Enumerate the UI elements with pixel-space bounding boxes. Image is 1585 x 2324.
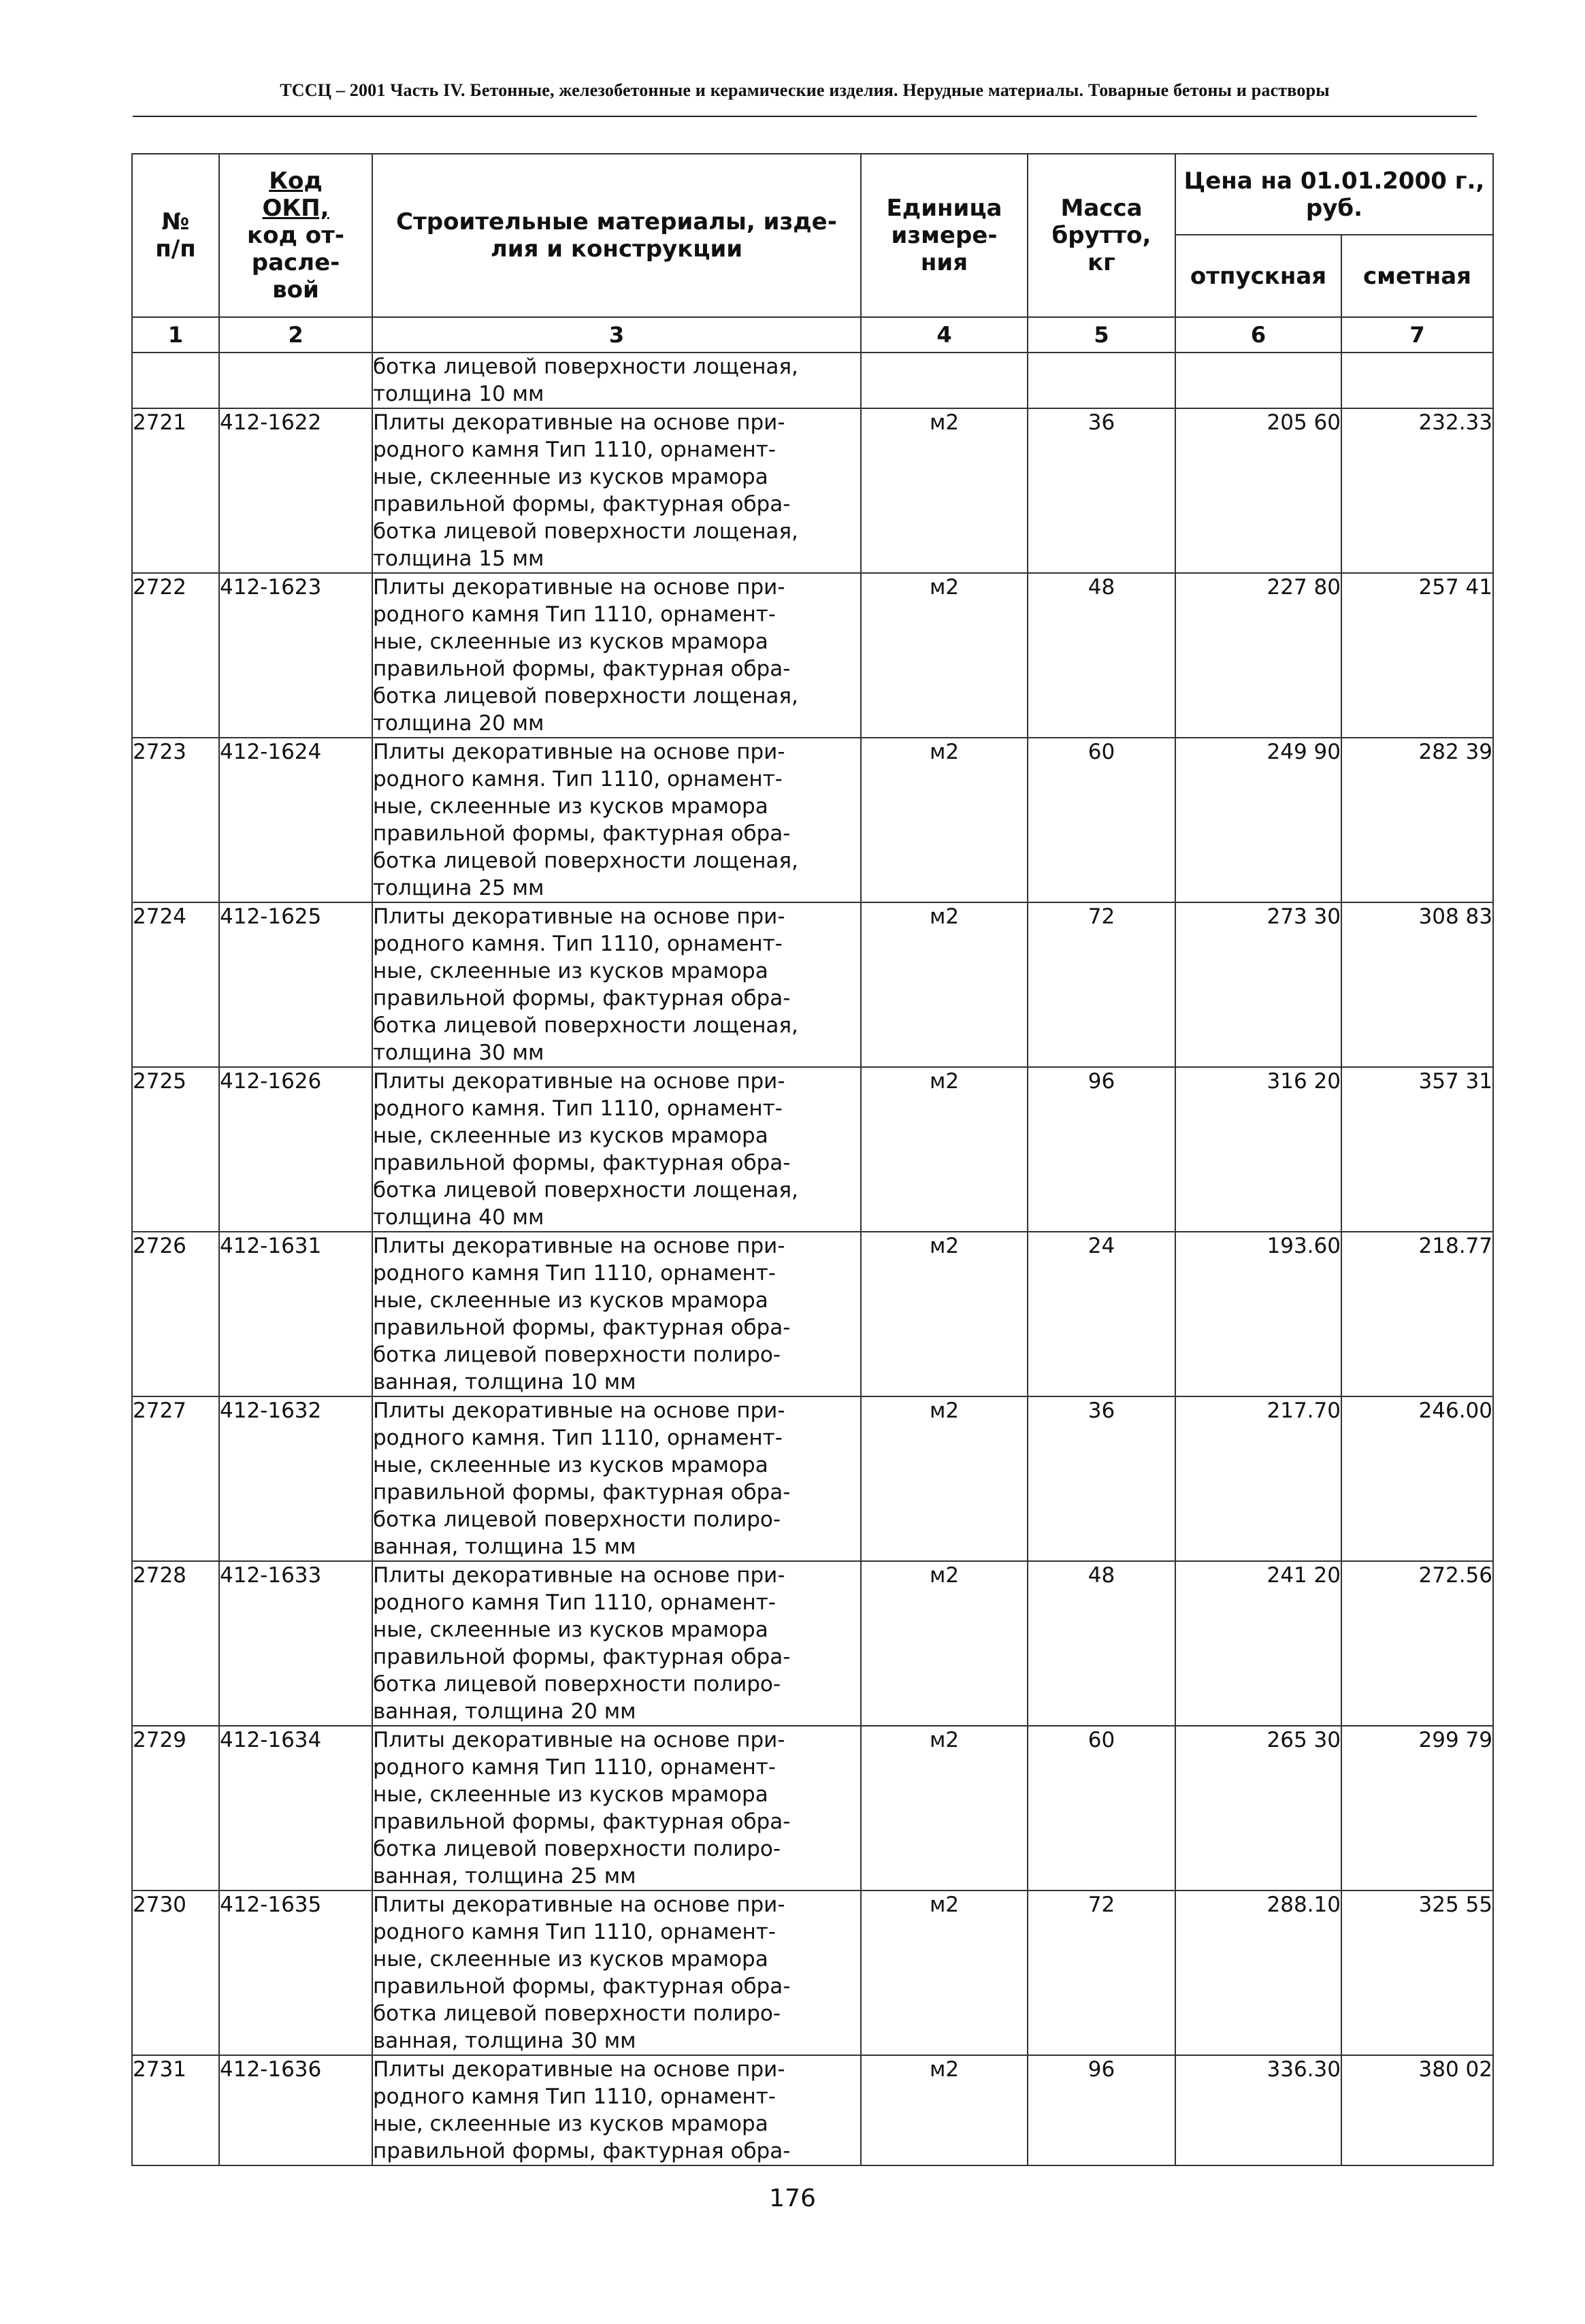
row-estimate-price-cell: 257 41 xyxy=(1341,573,1493,738)
desc-line: родного камня. Тип 1110, орнамент- xyxy=(373,932,783,956)
price-table xyxy=(131,153,1494,2166)
desc-line: Плиты декоративные на основе при- xyxy=(373,904,785,929)
desc-line: родного камня Тип 1110, орнамент- xyxy=(373,2084,776,2109)
desc-line: Плиты декоративные на основе при- xyxy=(373,1234,785,1258)
table-row xyxy=(132,738,1493,902)
row-estimate-price-cell: 299 79 xyxy=(1341,1726,1493,1891)
row-unit-cell: м2 xyxy=(861,2055,1028,2165)
desc-line: правильной формы, фактурная обра- xyxy=(373,2139,791,2163)
row-unit-cell: м2 xyxy=(861,1396,1028,1561)
table-header xyxy=(132,154,1493,353)
desc-line: ботка лицевой поверхности лощеная, xyxy=(373,684,798,708)
desc-line: толщина 40 мм xyxy=(373,1205,544,1230)
desc-line: родного камня. Тип 1110, орнамент- xyxy=(373,1096,783,1121)
desc-line: ванная, толщина 30 мм xyxy=(373,2029,636,2053)
row-desc-cell xyxy=(372,1561,861,1726)
row-mass-cell: 48 xyxy=(1028,1561,1175,1726)
header-code-line: расле- xyxy=(251,249,340,276)
header-unit-line: Единица xyxy=(886,195,1002,222)
row-unit-cell: м2 xyxy=(861,902,1028,1067)
row-estimate-price-cell: 218.77 xyxy=(1341,1232,1493,1396)
desc-line: Плиты декоративные на основе при- xyxy=(373,575,785,600)
desc-line: Плиты декоративные на основе при- xyxy=(373,1893,785,1917)
column-number: 2 xyxy=(219,317,372,353)
header-code-line: вой xyxy=(272,276,319,304)
desc-line: ные, склеенные из кусков мрамора xyxy=(373,1618,768,1642)
desc-line: ные, склеенные из кусков мрамора xyxy=(373,465,768,489)
row-code-cell: 412-1623 xyxy=(219,573,372,738)
desc-line: ные, склеенные из кусков мрамора xyxy=(373,2112,768,2136)
row-unit-cell: м2 xyxy=(861,738,1028,902)
header-rule xyxy=(133,116,1477,117)
header-num xyxy=(132,154,219,317)
row-num-cell: 2731 xyxy=(132,2055,219,2165)
row-release-price-cell: 205 60 xyxy=(1175,408,1341,573)
desc-line: родного камня Тип 1110, орнамент- xyxy=(373,1755,776,1780)
header-num-line: п/п xyxy=(155,235,196,263)
desc-line: ные, склеенные из кусков мрамора xyxy=(373,794,768,819)
row-estimate-price-cell: 380 02 xyxy=(1341,2055,1493,2165)
desc-line: правильной формы, фактурная обра- xyxy=(373,1315,791,1340)
desc-line: толщина 25 мм xyxy=(373,876,544,900)
row-estimate-price-cell: 357 31 xyxy=(1341,1067,1493,1232)
header-materials-line: лия и конструкции xyxy=(490,235,743,263)
header-code-line: Код xyxy=(269,167,323,195)
continuation-desc-cell xyxy=(372,353,861,408)
row-unit-cell: м2 xyxy=(861,1232,1028,1396)
row-desc-cell xyxy=(372,2055,861,2165)
desc-line: правильной формы, фактурная обра- xyxy=(373,1974,791,1999)
row-num-cell: 2721 xyxy=(132,408,219,573)
desc-line: родного камня. Тип 1110, орнамент- xyxy=(373,1426,783,1450)
row-desc-cell xyxy=(372,902,861,1067)
row-code-cell: 412-1632 xyxy=(219,1396,372,1561)
header-unit-line: измере- xyxy=(891,222,998,249)
header-num-line: № xyxy=(161,208,190,235)
table-row xyxy=(132,1726,1493,1891)
desc-line: ботка лицевой поверхности полиро- xyxy=(373,1837,781,1861)
row-release-price-cell: 217.70 xyxy=(1175,1396,1341,1561)
header-mass xyxy=(1028,154,1175,317)
row-mass-cell: 72 xyxy=(1028,902,1175,1067)
desc-line: правильной формы, фактурная обра- xyxy=(373,1645,791,1669)
desc-line: ботка лицевой поверхности лощеная, xyxy=(373,355,798,379)
header-mass-line: кг xyxy=(1088,249,1115,276)
desc-line: ботка лицевой поверхности лощеная, xyxy=(373,1178,798,1202)
column-number: 3 xyxy=(372,317,861,353)
desc-line: Плиты декоративные на основе при- xyxy=(373,1069,785,1094)
desc-line: ботка лицевой поверхности лощеная, xyxy=(373,1013,798,1038)
desc-line: ботка лицевой поверхности полиро- xyxy=(373,2001,781,2026)
row-code-cell: 412-1622 xyxy=(219,408,372,573)
desc-line: родного камня Тип 1110, орнамент- xyxy=(373,602,776,627)
row-desc-cell xyxy=(372,573,861,738)
desc-line: Плиты декоративные на основе при- xyxy=(373,2057,785,2082)
desc-line: правильной формы, фактурная обра- xyxy=(373,657,791,681)
running-head: ТССЦ – 2001 Часть IV. Бетонные, железобетонные и керамические изделия. Нерудные материалы. Товарные бетоны и растворы xyxy=(280,80,1330,100)
row-release-price-cell: 273 30 xyxy=(1175,902,1341,1067)
header-unit xyxy=(861,154,1028,317)
header-price-line: руб. xyxy=(1305,194,1363,222)
table-row xyxy=(132,1067,1493,1232)
desc-line: родного камня Тип 1110, орнамент- xyxy=(373,1920,776,1944)
row-mass-cell: 36 xyxy=(1028,1396,1175,1561)
row-release-price-cell: 336.30 xyxy=(1175,2055,1341,2165)
row-unit-cell: м2 xyxy=(861,573,1028,738)
row-release-price-cell: 265 30 xyxy=(1175,1726,1341,1891)
desc-line: ные, склеенные из кусков мрамора xyxy=(373,1947,768,1971)
row-desc-cell xyxy=(372,1891,861,2055)
row-estimate-price-cell: 232.33 xyxy=(1341,408,1493,573)
row-estimate-price-cell: 282 39 xyxy=(1341,738,1493,902)
table-row xyxy=(132,1561,1493,1726)
row-unit-cell: м2 xyxy=(861,1891,1028,2055)
desc-line: Плиты декоративные на основе при- xyxy=(373,410,785,435)
row-mass-cell: 96 xyxy=(1028,1067,1175,1232)
desc-line: ботка лицевой поверхности лощеная, xyxy=(373,849,798,873)
table-row xyxy=(132,408,1493,573)
row-num-cell: 2730 xyxy=(132,1891,219,2055)
row-mass-cell: 60 xyxy=(1028,1726,1175,1891)
row-code-cell: 412-1634 xyxy=(219,1726,372,1891)
row-release-price-cell: 227 80 xyxy=(1175,573,1341,738)
table-row xyxy=(132,1396,1493,1561)
table-row xyxy=(132,2055,1493,2165)
row-desc-cell xyxy=(372,1232,861,1396)
column-number: 1 xyxy=(132,317,219,353)
row-release-price-cell: 288.10 xyxy=(1175,1891,1341,2055)
header-mass-line: брутто, xyxy=(1051,222,1151,249)
continuation-num-cell xyxy=(132,353,219,408)
row-mass-cell: 48 xyxy=(1028,573,1175,738)
row-num-cell: 2727 xyxy=(132,1396,219,1561)
desc-line: правильной формы, фактурная обра- xyxy=(373,1151,791,1175)
table-row xyxy=(132,573,1493,738)
desc-line: ванная, толщина 25 мм xyxy=(373,1864,636,1888)
row-unit-cell: м2 xyxy=(861,1726,1028,1891)
row-code-cell: 412-1625 xyxy=(219,902,372,1067)
desc-line: родного камня Тип 1110, орнамент- xyxy=(373,438,776,462)
desc-line: ботка лицевой поверхности лощеная, xyxy=(373,519,798,544)
column-number: 7 xyxy=(1341,317,1493,353)
desc-line: родного камня Тип 1110, орнамент- xyxy=(373,1590,776,1615)
continuation-code-cell xyxy=(219,353,372,408)
desc-line: родного камня Тип 1110, орнамент- xyxy=(373,1261,776,1286)
desc-line: правильной формы, фактурная обра- xyxy=(373,821,791,846)
header-price xyxy=(1175,154,1493,235)
desc-line: правильной формы, фактурная обра- xyxy=(373,986,791,1011)
header-code-line: ОКП, xyxy=(262,195,329,222)
desc-line: родного камня. Тип 1110, орнамент- xyxy=(373,767,783,791)
table-row xyxy=(132,902,1493,1067)
row-code-cell: 412-1635 xyxy=(219,1891,372,2055)
row-code-cell: 412-1626 xyxy=(219,1067,372,1232)
column-number: 6 xyxy=(1175,317,1341,353)
desc-line: толщина 30 мм xyxy=(373,1041,544,1065)
desc-line: ные, склеенные из кусков мрамора xyxy=(373,1288,768,1313)
row-unit-cell: м2 xyxy=(861,1561,1028,1726)
row-estimate-price-cell: 272.56 xyxy=(1341,1561,1493,1726)
desc-line: ботка лицевой поверхности полиро- xyxy=(373,1343,781,1367)
desc-line: ные, склеенные из кусков мрамора xyxy=(373,959,768,983)
row-num-cell: 2728 xyxy=(132,1561,219,1726)
desc-line: правильной формы, фактурная обра- xyxy=(373,492,791,517)
desc-line: ванная, толщина 20 мм xyxy=(373,1699,636,1724)
table-body xyxy=(132,353,1493,2165)
row-desc-cell xyxy=(372,1067,861,1232)
desc-line: правильной формы, фактурная обра- xyxy=(373,1480,791,1505)
header-price-release: отпускная xyxy=(1175,235,1341,317)
header-unit-line: ния xyxy=(920,249,968,276)
desc-line: ные, склеенные из кусков мрамора xyxy=(373,629,768,654)
column-number: 4 xyxy=(861,317,1028,353)
table-row xyxy=(132,1232,1493,1396)
desc-line: ботка лицевой поверхности полиро- xyxy=(373,1672,781,1697)
row-unit-cell: м2 xyxy=(861,1067,1028,1232)
header-mass-line: Масса xyxy=(1060,195,1143,222)
row-estimate-price-cell: 246.00 xyxy=(1341,1396,1493,1561)
header-materials-line: Строительные материалы, изде- xyxy=(396,208,837,235)
desc-line: ботка лицевой поверхности полиро- xyxy=(373,1507,781,1532)
desc-line: ванная, толщина 15 мм xyxy=(373,1535,636,1559)
row-release-price-cell: 249 90 xyxy=(1175,738,1341,902)
desc-line: правильной формы, фактурная обра- xyxy=(373,1810,791,1834)
row-release-price-cell: 193.60 xyxy=(1175,1232,1341,1396)
row-desc-cell xyxy=(372,738,861,902)
row-desc-cell xyxy=(372,1726,861,1891)
desc-line: толщина 10 мм xyxy=(373,382,544,406)
header-materials xyxy=(372,154,861,317)
header-price-line: Цена на 01.01.2000 г., xyxy=(1183,167,1485,195)
row-unit-cell: м2 xyxy=(861,408,1028,573)
row-desc-cell xyxy=(372,1396,861,1561)
row-mass-cell: 60 xyxy=(1028,738,1175,902)
row-code-cell: 412-1633 xyxy=(219,1561,372,1726)
row-num-cell: 2723 xyxy=(132,738,219,902)
desc-line: ные, склеенные из кусков мрамора xyxy=(373,1453,768,1477)
desc-line: Плиты декоративные на основе при- xyxy=(373,1563,785,1588)
table-row xyxy=(132,1891,1493,2055)
desc-line: толщина 20 мм xyxy=(373,711,544,736)
continuation-row xyxy=(132,353,1493,408)
row-code-cell: 412-1636 xyxy=(219,2055,372,2165)
row-num-cell: 2722 xyxy=(132,573,219,738)
row-mass-cell: 24 xyxy=(1028,1232,1175,1396)
desc-line: ные, склеенные из кусков мрамора xyxy=(373,1782,768,1807)
row-mass-cell: 36 xyxy=(1028,408,1175,573)
row-code-cell: 412-1624 xyxy=(219,738,372,902)
header-code-line: код от- xyxy=(247,222,344,249)
column-number: 5 xyxy=(1028,317,1175,353)
row-release-price-cell: 241 20 xyxy=(1175,1561,1341,1726)
header-code xyxy=(219,154,372,317)
row-num-cell: 2729 xyxy=(132,1726,219,1891)
row-num-cell: 2725 xyxy=(132,1067,219,1232)
desc-line: Плиты декоративные на основе при- xyxy=(373,1728,785,1752)
row-mass-cell: 72 xyxy=(1028,1891,1175,2055)
header-price-estimate: сметная xyxy=(1341,235,1493,317)
desc-line: Плиты декоративные на основе при- xyxy=(373,1398,785,1423)
row-estimate-price-cell: 325 55 xyxy=(1341,1891,1493,2055)
column-number-row xyxy=(132,317,1493,353)
row-estimate-price-cell: 308 83 xyxy=(1341,902,1493,1067)
row-desc-cell xyxy=(372,408,861,573)
row-release-price-cell: 316 20 xyxy=(1175,1067,1341,1232)
desc-line: Плиты декоративные на основе при- xyxy=(373,740,785,764)
desc-line: ные, склеенные из кусков мрамора xyxy=(373,1124,768,1148)
row-num-cell: 2724 xyxy=(132,902,219,1067)
row-mass-cell: 96 xyxy=(1028,2055,1175,2165)
page-number: 176 xyxy=(769,2184,816,2212)
desc-line: толщина 15 мм xyxy=(373,546,544,571)
row-code-cell: 412-1631 xyxy=(219,1232,372,1396)
row-num-cell: 2726 xyxy=(132,1232,219,1396)
desc-line: ванная, толщина 10 мм xyxy=(373,1370,636,1394)
